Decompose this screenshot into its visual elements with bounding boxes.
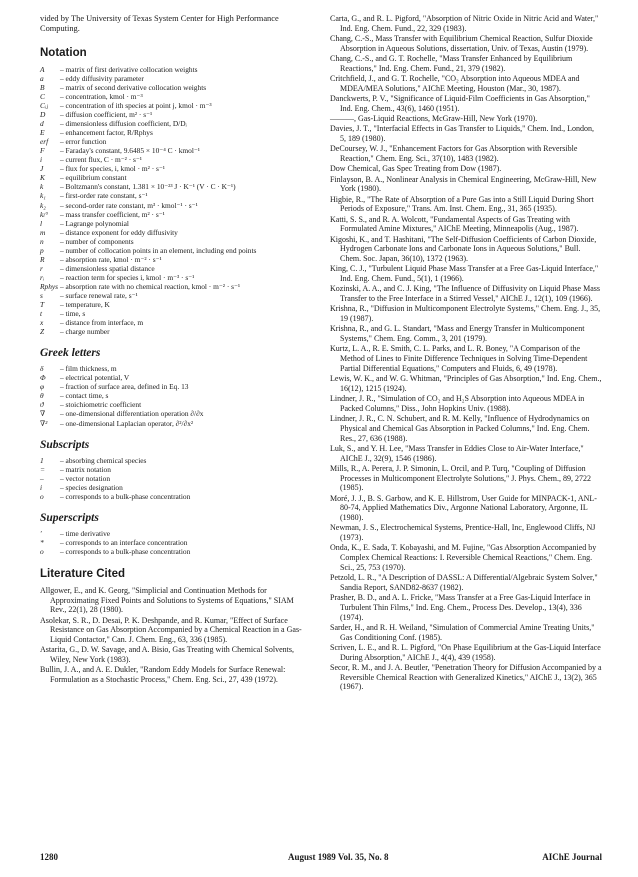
symbol: o: [40, 491, 44, 501]
literature-list-right: [330, 14, 602, 692]
definition: – distance from interface, m: [60, 318, 144, 328]
symbol: E: [40, 128, 45, 138]
symbol: t: [40, 309, 43, 319]
reference-entry: Petzold, L. R., "A Description of DASSL: A Differential/Algebraic System Solver," Sandia Report, SAND82-8637 (1982).: [330, 573, 598, 592]
reference-entry: Danckwerts, P. V., "Significance of Liquid-Film Coefficients in Gas Absorption," Ind. Eng. Chem., 43(6), 1460 (1951).: [330, 94, 590, 113]
reference-entry: Krishna, R., and G. L. Standart, "Mass and Energy Transfer in Multicomponent Systems," Chem. Eng. Comm., 3, 201 (1979).: [330, 324, 585, 343]
definition: – species designation: [60, 482, 123, 492]
definition: – dimensionless spatial distance: [60, 263, 155, 273]
symbol: D: [40, 110, 46, 120]
definition: – stoichiometric coefficient: [60, 400, 142, 410]
definition: – eddy diffusivity parameter: [60, 73, 144, 83]
reference-entry: Krishna, R., "Diffusion in Multicomponent Electrolyte Systems," Chem. Eng. J., 35, 19 (1987).: [330, 304, 601, 323]
notation-item: [40, 237, 312, 246]
greek-heading: Greek letters: [40, 347, 101, 360]
reference-entry: Onda, K., E. Sada, T. Kobayashi, and M. Fujine, "Gas Absorption Accompanied by Complex Chemical Reactions: I. Reversible Chemical Reactions," Chem. Eng. Sci., 25, 753 (1970).: [330, 543, 597, 572]
reference-entry: Bullin, J. A., and A. E. Dukler, "Random Eddy Models for Surface Renewal: Formulation as a Stochastic Process," Chem. Eng. Sci., 27, 439 (1972).: [40, 665, 286, 685]
symbol: *: [40, 537, 44, 547]
left-column: [40, 14, 312, 685]
literature-list-left: [40, 586, 312, 685]
reference-entry: Astarita, G., D. W. Savage, and A. Bisio, Gas Treating with Chemical Solvents, Wiley, New York (1983).: [40, 645, 294, 665]
definition: – current flux, C · m⁻² · s⁻¹: [60, 155, 143, 165]
symbol: –: [40, 473, 44, 483]
notation-item: [40, 101, 312, 110]
definition: – Faraday's constant, 9.6485 × 10⁻⁴ C · kmol⁻¹: [60, 146, 201, 156]
symbol: k₁: [40, 191, 46, 201]
symbol: F: [40, 146, 45, 156]
definition: – temperature, K: [60, 300, 110, 310]
symbol: φ: [40, 382, 45, 392]
reference-entry: Chang, C.-S., and G. T. Rochelle, "Mass Transfer Enhanced by Equilibrium Reactions," Ind. Eng. Chem. Fund., 21, 379 (1982).: [330, 54, 573, 73]
definition: – number of collocation points in an element, including end points: [60, 245, 257, 255]
notation-item: [40, 273, 312, 282]
notation-item: [40, 83, 312, 92]
superscripts-list: [40, 529, 312, 556]
reference-entry: Chang, C.-S., Mass Transfer with Equilibrium Chemical Reaction, Sulfur Dioxide Absorption in Aqueous Solutions, dissertation, Univ. of Texas, Austin (1979).: [330, 34, 593, 53]
notation-heading: Notation: [40, 46, 87, 59]
reference-entry: Kigoshi, K., and T. Hashitani, "The Self-Diffusion Coefficients of Carbon Dioxide, Hydrogen Carbonate Ions and Carbonate Ions in Aqueous Solutions," Bull. Chem. Soc. Japan, 36(10), 1372 (1963).: [330, 234, 597, 263]
subscripts-heading: Subscripts: [40, 438, 90, 451]
definition: – first-order rate constant, s⁻¹: [60, 191, 148, 201]
notation-item: [40, 246, 312, 255]
definition: – time, s: [60, 309, 86, 319]
definition: – corresponds to an interface concentration: [60, 537, 188, 547]
reference-entry: Kurtz, L. A., R. E. Smith, C. L. Parks, and L. R. Boney, "A Comparison of the Method of Lines to Finite Difference Techniques in Solving Time-Dependent Partial Differential Equations," Computers and Fluids, 6, 49 (1978).: [330, 344, 588, 373]
notation-item: [40, 74, 312, 83]
symbol: m: [40, 227, 46, 237]
definition: – error function: [60, 137, 107, 147]
definition: – one-dimensional differentiation operation ∂/∂x: [60, 409, 204, 419]
issue-info: August 1989 Vol. 35, No. 8: [288, 852, 389, 862]
page-footer: [40, 852, 602, 864]
symbol: J: [40, 164, 44, 174]
notation-item: [40, 119, 312, 128]
subscript-item: [40, 465, 312, 474]
notation-item: [40, 182, 312, 191]
definition: – matrix of first derivative collocation weights: [60, 64, 198, 74]
notation-item: [40, 228, 312, 237]
symbol: Φ: [40, 373, 46, 383]
notation-item: [40, 191, 312, 200]
greek-item: [40, 373, 312, 382]
definition: – absorption rate with no chemical reaction, kmol · m⁻² · s⁻¹: [60, 281, 241, 291]
reference-entry: Prasher, B. D., and A. L. Fricke, "Mass Transfer at a Free Gas-Liquid Interface in Turbulent Thin Films," Ind. Eng. Chem., Process Des. Develop., 13(4), 336 (1974).: [330, 593, 591, 622]
definition: – fraction of surface area, defined in Eq. 13: [60, 382, 189, 392]
definition: – one-dimensional Laplacian operator, ∂²/∂x²: [60, 418, 194, 428]
symbol: s: [40, 290, 43, 300]
symbol: ϑ: [40, 400, 44, 410]
greek-letters-list: [40, 364, 312, 427]
definition: – diffusion coefficient, m² · s⁻¹: [60, 110, 153, 120]
reference-entry: Lewis, W. K., and W. G. Whitman, "Principles of Gas Absorption," Ind. Eng. Chem., 16(12), 1215 (1924).: [330, 374, 602, 393]
definition: – electrical potential, V: [60, 373, 130, 383]
reference-entry: Lindner, J. R., C. N. Schubert, and R. M. Kelly, "Influence of Hydrodynamics on Physical and Chemical Gas Absorption in Packed Columns," Ind. Eng. Chem. Res., 27, 636 (1988).: [330, 414, 590, 443]
symbol: C: [40, 91, 45, 101]
greek-item: [40, 391, 312, 400]
notation-list: [40, 65, 312, 336]
notation-item: [40, 282, 312, 291]
notation-item: [40, 110, 312, 119]
notation-item: [40, 164, 312, 173]
subscript-item: [40, 474, 312, 483]
subscript-item: [40, 492, 312, 501]
subscript-item: [40, 456, 312, 465]
symbol: Cᵢⱼ: [40, 101, 49, 110]
definition: – corresponds to a bulk-phase concentration: [60, 546, 191, 556]
notation-item: [40, 327, 312, 336]
definition: – reaction term for species i, kmol · m⁻³ · s⁻¹: [60, 272, 195, 282]
notation-item: [40, 201, 312, 210]
reference-entry: Luk, S., and Y. H. Lee, "Mass Transfer in Eddies Close to Air-Water Interface," AIChE J., 32(9), 1546 (1986).: [330, 443, 584, 463]
literature-heading: Literature Cited: [40, 567, 125, 580]
definition: – flux for species, i, kmol · m² · s⁻¹: [60, 164, 166, 174]
symbol: i: [40, 155, 43, 165]
symbol: n: [40, 236, 44, 246]
symbol: i: [40, 482, 43, 492]
notation-item: [40, 264, 312, 273]
journal-name: AIChE Journal: [542, 852, 602, 862]
definition: – equilibrium constant: [60, 173, 127, 183]
notation-item: [40, 219, 312, 228]
reference-entry: Mills, R., A. Perera, J. P. Simonin, L. Orcil, and P. Turq, "Coupling of Diffusion Processes in Multicomponent Electrolyte Solutions," J. Phys. Chem., 89, 2722 (1985).: [330, 463, 592, 493]
symbol: a: [40, 73, 44, 83]
notation-item: [40, 128, 312, 137]
intro-text: vided by The University of Texas System Center for High Performance Computing.: [40, 14, 279, 34]
superscript-item: [40, 538, 312, 547]
reference-entry: Katti, S. S., and R. A. Wolcott, "Fundamental Aspects of Gas Treating with Formulated Amine Mixtures," AIChE Meeting, Minneapolis (Aug., 1987).: [330, 214, 579, 234]
superscript-item: [40, 547, 312, 556]
symbol: o: [40, 546, 44, 556]
reference-entry: Finlayson, B. A., Nonlinear Analysis in Chemical Engineering, McGraw-Hill, New York (1980).: [330, 174, 597, 194]
reference-entry: Higbie, R., "The Rate of Absorption of a Pure Gas into a Still Liquid During Short Periods of Exposure," Trans. Am. Inst. Chem. Eng., 31, 365 (1935).: [330, 194, 594, 214]
symbol: B: [40, 82, 45, 92]
greek-item: [40, 382, 312, 391]
symbol: l: [40, 218, 43, 228]
symbol: rᵢ: [40, 272, 45, 282]
notation-item: [40, 255, 312, 264]
notation-item: [40, 173, 312, 182]
superscript-item: [40, 529, 312, 538]
reference-entry: Asolekar, S. R., D. Desai, P. K. Deshpande, and R. Kumar, "Effect of Surface Resistance on Gas Absorption Accompanied by a Chemical Reaction in a Gas-Liquid Contactor," Can. J. Chem. Eng., 63, 336 (1985).: [40, 615, 302, 645]
symbol: 1: [40, 455, 44, 465]
reference-entry: Carta, G., and R. L. Pigford, "Absorption of Nitric Oxide in Nitric Acid and Water," Ind. Eng. Chem. Fund., 22, 329 (1983).: [330, 14, 599, 33]
symbol: erf: [40, 137, 49, 147]
definition: – concentration of ith species at point j, kmol · m⁻³: [60, 101, 212, 110]
subscript-item: [40, 483, 312, 492]
definition: – film thickness, m: [60, 364, 117, 374]
symbol: r: [40, 263, 43, 273]
notation-item: [40, 92, 312, 101]
symbol: θ: [40, 391, 44, 401]
symbol: x: [40, 318, 44, 328]
symbol: p: [40, 245, 44, 255]
subscripts-list: [40, 456, 312, 501]
notation-item: [40, 65, 312, 74]
definition: – distance exponent for eddy diffusivity: [60, 227, 178, 237]
reference-entry: King, C. J., "Turbulent Liquid Phase Mass Transfer at a Free Gas-Liquid Interface," Ind. Eng. Chem. Fund., 5(1), 1 (1966).: [330, 264, 599, 283]
symbol: ∇²: [40, 418, 48, 428]
definition: – second-order rate constant, m³ · kmol⁻¹ · s⁻¹: [60, 200, 198, 210]
reference-entry: Scriven, L. E., and R. L. Pigford, "On Phase Equilibrium at the Gas-Liquid Interface During Absorption," AIChE J., 4(4), 439 (1958).: [330, 642, 601, 662]
symbol: Z: [40, 327, 45, 337]
symbol: k₂: [40, 200, 46, 210]
notation-item: [40, 291, 312, 300]
notation-item: [40, 155, 312, 164]
symbol: kₗ°: [40, 209, 49, 219]
symbol: T: [40, 300, 45, 310]
definition: – matrix notation: [60, 464, 111, 474]
right-column: [330, 14, 602, 693]
notation-item: [40, 137, 312, 146]
notation-item: [40, 146, 312, 155]
reference-entry: Dow Chemical, Gas Spec Treating from Dow (1987).: [330, 164, 502, 174]
symbol: K: [40, 173, 45, 183]
reference-entry: Sarder, H., and R. H. Weiland, "Simulation of Commercial Amine Treating Units," Gas Conditioning Conf. (1985).: [330, 622, 595, 642]
symbol: R: [40, 254, 45, 264]
symbol: =: [40, 464, 45, 474]
reference-entry: Allgower, E., and K. Georg, "Simplicial and Continuation Methods for Approximating Fixed Points and Solutions to Systems of Equations," SIAM Rev., 22(1), 28 (1980).: [40, 585, 294, 615]
symbol: ′: [40, 528, 42, 538]
definition: – dimensionless diffusion coefficient, D/Dᵢ: [60, 119, 187, 129]
reference-entry: Lindner, J. R., "Simulation of CO₂ and H₂S Absorption into Aqueous MDEA in Packed Columns," Diss., John Hopkins Univ. (1988).: [330, 394, 585, 413]
reference-entry: Critchfield, J., and G. T. Rochelle, "CO₂ Absorption into Aqueous MDEA and MDEA/MEA Solutions," AIChE Meeting, Houston (Mar., 30, 1987).: [330, 74, 580, 93]
symbol: δ: [40, 364, 44, 374]
symbol: A: [40, 64, 45, 74]
reference-entry: DeCoursey, W. J., "Enhancement Factors for Gas Absorption with Reversible Reaction," Chem. Eng. Sci., 37(10), 1483 (1982).: [330, 144, 578, 163]
definition: – surface renewal rate, s⁻¹: [60, 290, 138, 300]
reference-entry: Davies, J. T., "Interfacial Effects in Gas Transfer to Liquids," Chem. Ind., London, 5, 189 (1980).: [330, 124, 595, 143]
definition: – mass transfer coefficient, m² · s⁻¹: [60, 209, 165, 219]
definition: – number of components: [60, 236, 134, 246]
reference-entry: ———, Gas-Liquid Reactions, McGraw-Hill, New York (1970).: [330, 114, 538, 123]
symbol: k: [40, 182, 44, 192]
definition: – concentration, kmol · m⁻³: [60, 91, 143, 101]
greek-item: [40, 409, 312, 418]
definition: – matrix of second derivative collocation weights: [60, 82, 207, 92]
notation-item: [40, 300, 312, 309]
definition: – corresponds to a bulk-phase concentration: [60, 491, 191, 501]
greek-item: [40, 364, 312, 373]
reference-entry: Secor, R. M., and J. A. Beutler, "Penetration Theory for Diffusion Accompanied by a Reversible Chemical Reaction with Generalized Kinetics," AIChE J., 13(2), 365 (1967).: [330, 662, 602, 692]
page-number: 1280: [40, 852, 58, 862]
definition: – charge number: [60, 327, 110, 337]
definition: – time derivative: [60, 528, 111, 538]
superscripts-heading: Superscripts: [40, 511, 99, 524]
definition: – enhancement factor, R/Rphys: [60, 128, 153, 138]
reference-entry: Newman, J. S., Electrochemical Systems, Prentice-Hall, Inc, Englewood Cliffs, NJ (1973).: [330, 523, 596, 542]
definition: – Boltzmann's constant, 1.381 × 10⁻²³ J · K⁻¹ (V · C · K⁻¹): [60, 182, 236, 192]
reference-entry: Kozinski, A. A., and C. J. King, "The Influence of Diffusivity on Liquid Phase Mass Transfer to the Free Interface in a Stirred Vessel," AIChE J., 12(1), 109 (1966).: [330, 284, 600, 303]
definition: – absorption rate, kmol · m⁻² · s⁻¹: [60, 254, 162, 264]
notation-item: [40, 210, 312, 219]
notation-item: [40, 309, 312, 318]
reference-entry: Moré, J. J., B. S. Garbow, and K. E. Hillstrom, User Guide for MINPACK-1, ANL-80-74, Applied Mathematics Div., Argonne National Laboratory, Argonne, IL (1980).: [330, 493, 597, 522]
symbol: ∇: [40, 409, 46, 419]
definition: – absorbing chemical species: [60, 455, 147, 465]
greek-item: [40, 400, 312, 409]
greek-item: [40, 419, 312, 428]
definition: – Lagrange polynomial: [60, 218, 129, 228]
definition: – contact time, s: [60, 391, 109, 401]
notation-item: [40, 318, 312, 327]
definition: – vector notation: [60, 473, 111, 483]
symbol: Rphys: [40, 281, 59, 291]
symbol: d: [40, 119, 44, 129]
